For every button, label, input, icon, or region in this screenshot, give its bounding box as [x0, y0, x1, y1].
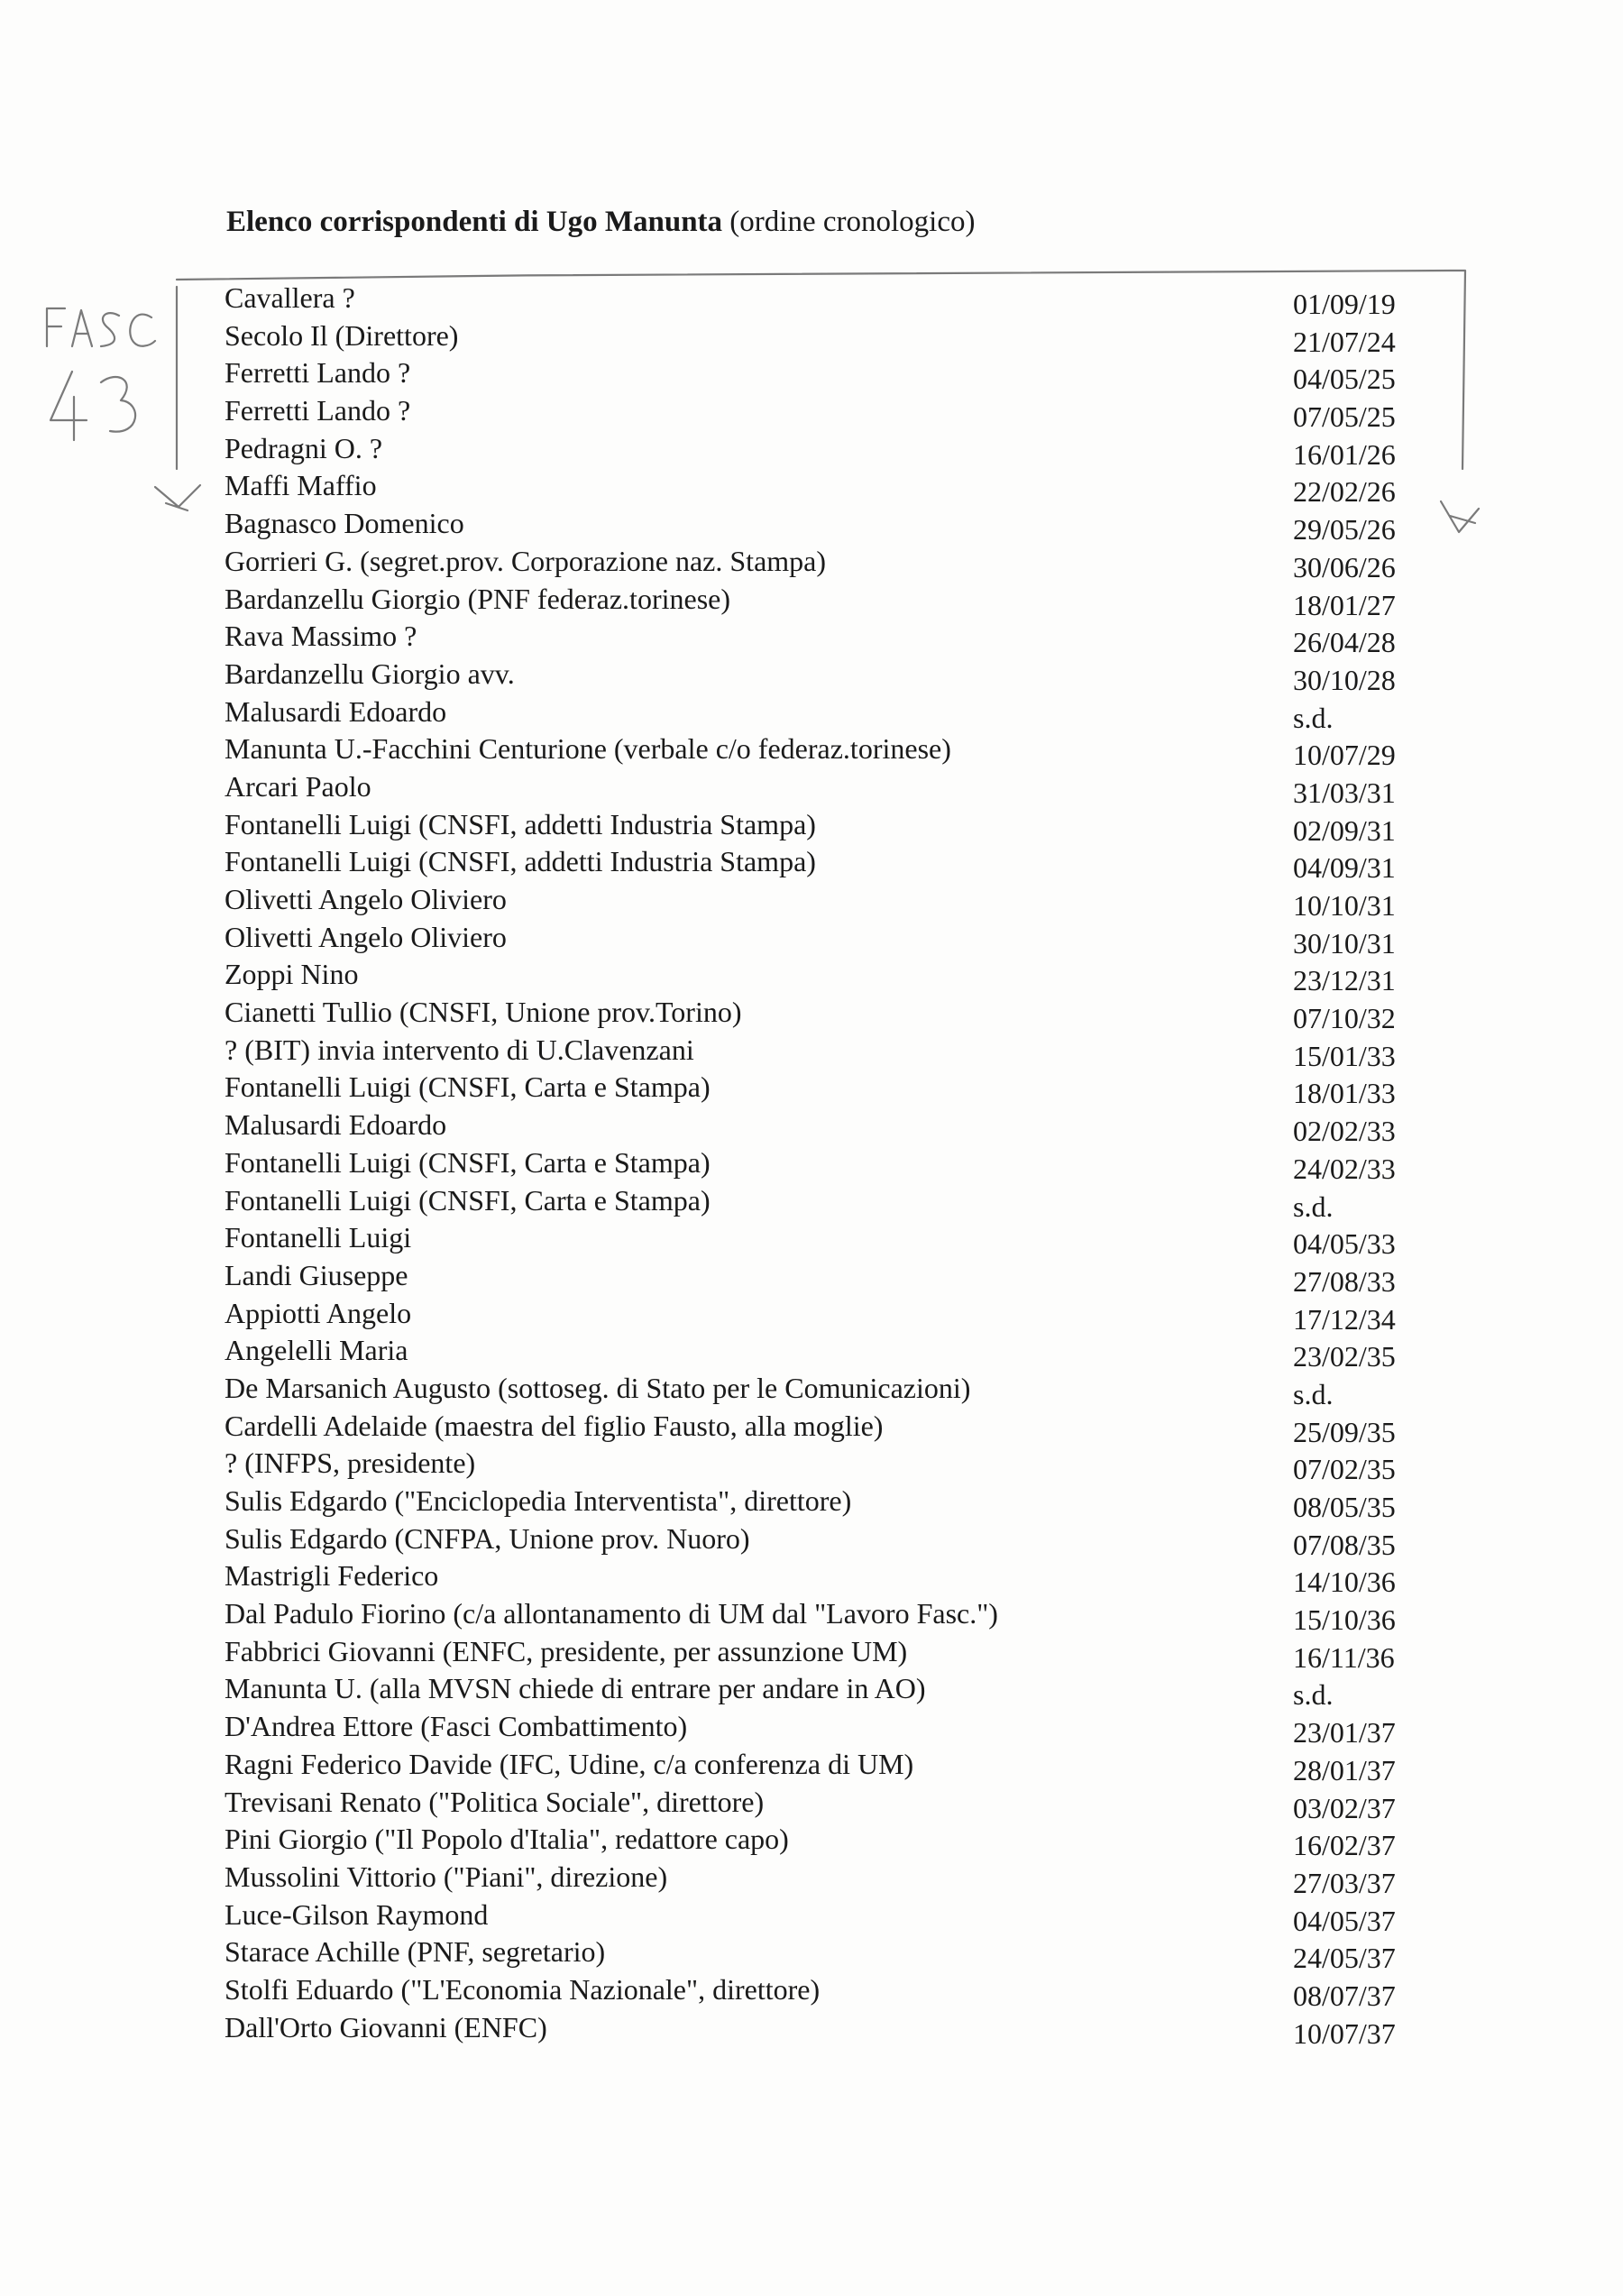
correspondent-name: Fontanelli Luigi (CNSFI, addetti Industria Stampa) [225, 845, 816, 878]
list-item [225, 1295, 1424, 1336]
list-item [225, 505, 1424, 546]
list-item [225, 618, 1424, 659]
list-item [225, 1144, 1424, 1185]
correspondent-name: Appiotti Angelo [225, 1296, 412, 1329]
correspondence-date: 24/05/37 [1293, 1942, 1396, 1975]
correspondence-date: 16/11/36 [1293, 1640, 1395, 1674]
list-item [225, 693, 1424, 734]
list-item [225, 581, 1424, 619]
correspondent-name: Bardanzellu Giorgio avv. [225, 657, 515, 690]
correspondent-name: Landi Giuseppe [225, 1258, 408, 1291]
list-item [225, 1483, 1424, 1523]
correspondence-date: 04/05/33 [1293, 1227, 1396, 1261]
correspondence-date: 15/01/33 [1293, 1039, 1396, 1072]
list-item [225, 2009, 1424, 2050]
list-item [225, 806, 1424, 847]
list-item [225, 1107, 1424, 1148]
title-subtitle: (ordine cronologico) [729, 206, 976, 238]
correspondence-date: 04/09/31 [1293, 851, 1396, 885]
handwritten-arrow-left [155, 485, 200, 510]
list-item [225, 280, 1424, 320]
correspondent-name: Fontanelli Luigi (CNSFI, Carta e Stampa) [225, 1183, 711, 1217]
page-title [226, 206, 975, 239]
correspondence-date: 15/10/36 [1293, 1603, 1396, 1637]
correspondent-name: Manunta U. (alla MVSN chiede di entrare per andare in AO) [225, 1672, 926, 1705]
list-item [225, 430, 1424, 471]
correspondence-date: 26/04/28 [1293, 626, 1396, 659]
list-item [225, 1520, 1424, 1561]
correspondence-date: 17/12/34 [1293, 1302, 1396, 1336]
list-item [225, 1219, 1424, 1261]
list-item [225, 1069, 1424, 1110]
correspondence-date: 16/02/37 [1293, 1829, 1396, 1862]
list-item [225, 392, 1424, 434]
correspondent-name: Dall'Orto Giovanni (ENFC) [225, 2010, 547, 2043]
list-item [225, 768, 1424, 809]
list-item [225, 1784, 1424, 1822]
list-item [225, 919, 1424, 960]
correspondence-date: s.d. [1293, 1189, 1334, 1223]
correspondent-name: Zoppi Nino [225, 958, 359, 991]
correspondent-name: Fontanelli Luigi (CNSFI, addetti Industria Stampa) [225, 807, 816, 840]
correspondence-date: 04/05/37 [1293, 1904, 1396, 1937]
correspondence-date: 07/02/35 [1293, 1453, 1396, 1486]
correspondence-date: 18/01/27 [1293, 588, 1396, 621]
list-item [225, 1971, 1424, 2012]
correspondent-name: Bardanzellu Giorgio (PNF federaz.torinese) [225, 582, 730, 615]
correspondence-date: 21/07/24 [1293, 325, 1396, 358]
correspondence-date: 03/02/37 [1293, 1791, 1396, 1824]
list-item [225, 1859, 1424, 1899]
list-item [225, 1408, 1424, 1446]
correspondent-name: Secolo Il (Direttore) [225, 318, 459, 352]
correspondent-name: Ragni Federico Davide (IFC, Udine, c/a conferenza di UM) [225, 1747, 914, 1780]
list-item [225, 1445, 1424, 1486]
correspondent-name: Rava Massimo ? [225, 620, 417, 653]
correspondence-date: 22/02/26 [1293, 475, 1396, 509]
list-item [225, 1032, 1424, 1070]
correspondence-date: 08/07/37 [1293, 1979, 1396, 2012]
correspondent-name: Olivetti Angelo Oliviero [225, 920, 507, 953]
correspondence-date: 08/05/35 [1293, 1491, 1396, 1523]
correspondent-name: Angelelli Maria [225, 1334, 408, 1367]
list-item [225, 1332, 1424, 1373]
correspondence-date: 04/05/25 [1293, 363, 1396, 396]
correspondent-name: Manunta U.-Facchini Centurione (verbale c/o federaz.torinese) [225, 732, 951, 766]
correspondent-name: Olivetti Angelo Oliviero [225, 883, 507, 915]
correspondent-name: D'Andrea Ettore (Fasci Combattimento) [225, 1710, 688, 1743]
title-bold: Elenco corrispondenti di Ugo Manunta [226, 206, 723, 238]
correspondent-name: Mastrigli Federico [225, 1559, 439, 1593]
handwritten-arrow-right [1441, 501, 1479, 532]
correspondence-date: 27/03/37 [1293, 1866, 1396, 1899]
list-item [225, 843, 1424, 885]
correspondence-date: 10/10/31 [1293, 889, 1396, 922]
list-item [225, 1633, 1424, 1674]
correspondence-date: 01/09/19 [1293, 288, 1396, 320]
list-item [225, 1370, 1424, 1408]
correspondent-name: Starace Achille (PNF, segretario) [225, 1935, 606, 1969]
handwritten-fasc-number [47, 308, 155, 440]
correspondent-name: Trevisani Renato ("Politica Sociale", direttore) [225, 1785, 765, 1818]
correspondent-name: ? (BIT) invia intervento di U.Clavenzani [225, 1033, 694, 1066]
correspondent-name: Stolfi Eduardo ("L'Economia Nazionale", direttore) [225, 1972, 821, 2006]
list-item [225, 543, 1424, 581]
correspondent-name: Sulis Edgardo (CNFPA, Unione prov. Nuoro) [225, 1521, 750, 1555]
correspondence-date: 23/01/37 [1293, 1716, 1396, 1750]
correspondence-date: 10/07/37 [1293, 2016, 1396, 2050]
correspondent-name: Maffi Maffio [225, 469, 377, 502]
list-item [225, 1257, 1424, 1298]
correspondence-date: 29/05/26 [1293, 513, 1396, 546]
correspondence-date: 27/08/33 [1293, 1264, 1396, 1298]
list-item [225, 317, 1424, 358]
correspondent-name: Fontanelli Luigi [225, 1221, 412, 1254]
correspondent-name: Pini Giorgio ("Il Popolo d'Italia", redattore capo) [225, 1823, 789, 1856]
correspondence-date: 10/07/29 [1293, 739, 1396, 772]
list-item [225, 1595, 1424, 1637]
correspondence-date: 02/02/33 [1293, 1115, 1396, 1148]
list-item [225, 1746, 1424, 1784]
correspondent-name: Fontanelli Luigi (CNSFI, Carta e Stampa) [225, 1070, 711, 1104]
correspondent-name: Arcari Paolo [225, 769, 371, 803]
list-item [225, 1670, 1424, 1712]
correspondent-name: ? (INFPS, presidente) [225, 1446, 476, 1480]
list-item [225, 1182, 1424, 1223]
correspondent-name: Cardelli Adelaide (maestra del figlio Fausto, alla moglie) [225, 1409, 884, 1442]
correspondence-date: 02/09/31 [1293, 813, 1396, 847]
correspondent-name: Luce-Gilson Raymond [225, 1897, 489, 1931]
correspondence-date: 23/12/31 [1293, 964, 1396, 997]
correspondence-date: 14/10/36 [1293, 1566, 1396, 1599]
correspondence-date: 28/01/37 [1293, 1753, 1396, 1786]
correspondence-date: 18/01/33 [1293, 1077, 1396, 1110]
correspondence-date: s.d. [1293, 701, 1334, 734]
correspondent-name: Fabbrici Giovanni (ENFC, presidente, per assunzione UM) [225, 1634, 908, 1667]
correspondent-name: Ferretti Lando ? [225, 356, 411, 390]
correspondence-date: 07/08/35 [1293, 1528, 1396, 1561]
correspondence-date: 25/09/35 [1293, 1415, 1396, 1448]
correspondent-name: Malusardi Edoardo [225, 694, 447, 728]
correspondent-name: Gorrieri G. (segret.prov. Corporazione naz. Stampa) [225, 544, 827, 577]
correspondence-date: 07/05/25 [1293, 400, 1396, 434]
correspondent-name: Ferretti Lando ? [225, 394, 411, 427]
list-item [225, 1933, 1424, 1975]
list-item [225, 467, 1424, 509]
list-item [225, 956, 1424, 997]
correspondent-name: Mussolini Vittorio ("Piani", direzione) [225, 1860, 668, 1893]
correspondent-name: Pedragni O. ? [225, 431, 383, 464]
correspondence-date: 23/02/35 [1293, 1340, 1396, 1373]
correspondent-name: Sulis Edgardo ("Enciclopedia Interventista", direttore) [225, 1484, 852, 1517]
correspondent-name: Bagnasco Domenico [225, 507, 464, 540]
list-item [225, 354, 1424, 396]
correspondence-date: s.d. [1293, 1678, 1334, 1712]
list-item [225, 1896, 1424, 1937]
correspondence-date: 30/06/26 [1293, 550, 1396, 583]
correspondent-name: De Marsanich Augusto (sottoseg. di Stato per le Comunicazioni) [225, 1371, 971, 1404]
correspondent-name: Cavallera ? [225, 281, 355, 314]
list-item [225, 1821, 1424, 1862]
correspondence-date: s.d. [1293, 1377, 1334, 1410]
correspondence-date: 31/03/31 [1293, 776, 1396, 809]
correspondent-name: Fontanelli Luigi (CNSFI, Carta e Stampa) [225, 1145, 711, 1179]
list-item [225, 1557, 1424, 1599]
list-item [225, 656, 1424, 696]
correspondence-date: 30/10/31 [1293, 926, 1396, 960]
correspondent-name: Dal Padulo Fiorino (c/a allontanamento di UM dal "Lavoro Fasc.") [225, 1597, 998, 1630]
list-item [225, 730, 1424, 772]
list-item [225, 881, 1424, 922]
list-item [225, 1708, 1424, 1750]
list-item [225, 994, 1424, 1035]
correspondence-date: 07/10/32 [1293, 1002, 1396, 1035]
correspondence-date: 24/02/33 [1293, 1152, 1396, 1185]
correspondence-date: 16/01/26 [1293, 437, 1396, 471]
correspondent-name: Cianetti Tullio (CNSFI, Unione prov.Torino) [225, 996, 742, 1029]
correspondence-date: 30/10/28 [1293, 663, 1396, 696]
correspondent-list [225, 280, 1424, 2050]
correspondent-name: Malusardi Edoardo [225, 1108, 447, 1142]
